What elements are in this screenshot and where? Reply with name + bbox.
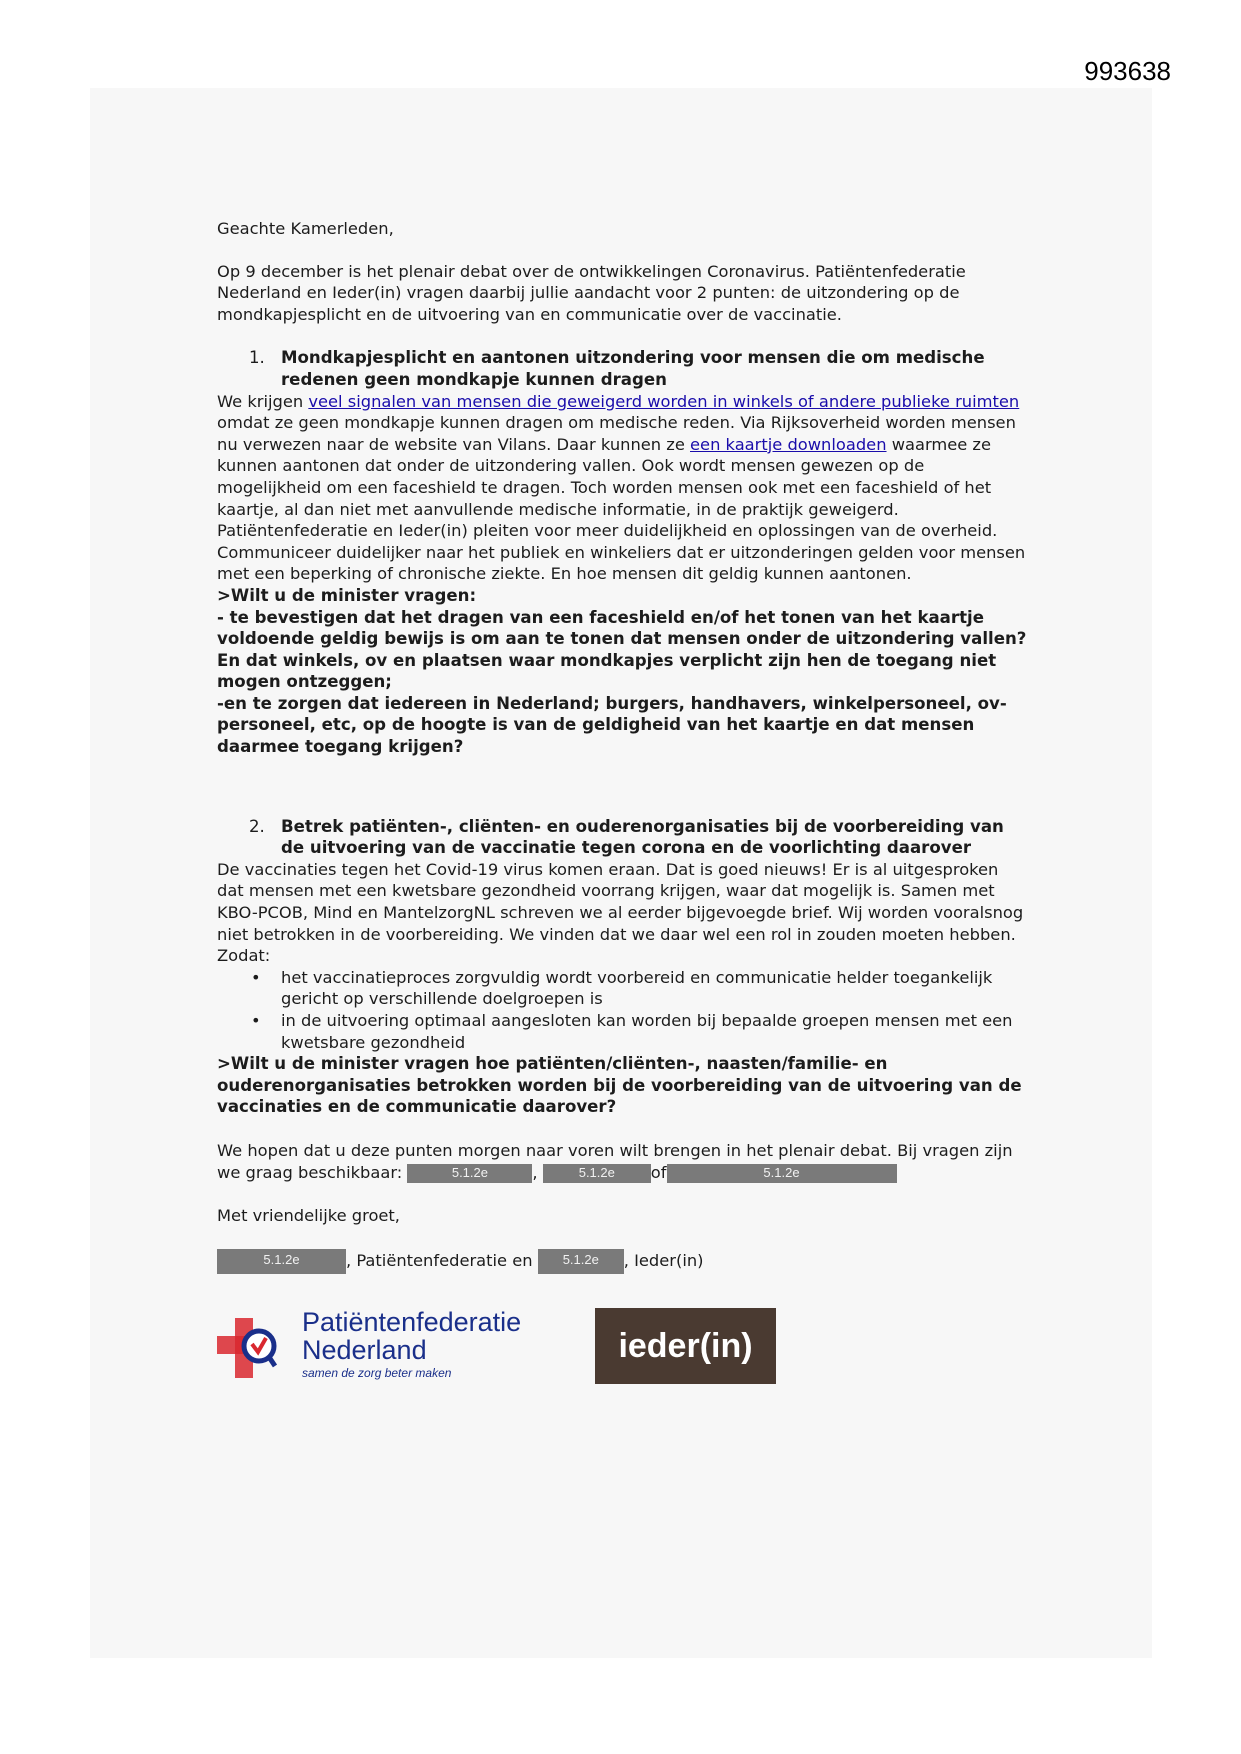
closing-paragraph [217,1140,1027,1183]
section-1-ask-title: >Wilt u de minister vragen: [217,585,477,605]
section-1-ask-1: - te bevestigen dat het dragen van een faceshield en/of het tonen van het kaartje voldoende geldig bewijs is om aan te tonen dat mensen onder de uitzondering vallen? En dat winkels, ov en plaatsen waar mondkapjes verplicht zijn hen de toegang niet mogen ontzeggen; [217,607,1027,692]
redaction-signatory-2: 5.1.2e [538,1249,624,1274]
section-1-ask-2: -en te zorgen dat iedereen in Nederland; burgers, handhavers, winkelpersoneel, ov-personeel, etc, op de hoogte is van de geldigheid van het kaartje en dat mensen daarmee toegang krijgen? [217,693,1007,757]
section-2-heading [217,816,1027,859]
signature-end: , Ieder(in) [623,1250,704,1270]
section-1-text-b: omdat ze geen mondkapje kunnen dragen om medische reden. Via Rijksoverheid worden mensen nu verwezen naar de website van Vilans. Daar kunnen ze [217,413,1016,454]
signature-mid: , Patiëntenfederatie en [346,1250,538,1270]
signals-link[interactable]: veel signalen van mensen die geweigerd worden in winkels of andere publieke ruimten [308,391,1020,411]
redaction-signatory-1: 5.1.2e [217,1249,346,1274]
letter-body [217,218,1027,1274]
section-2-number: 2. [249,816,265,836]
section-2-paragraph: De vaccinaties tegen het Covid-19 virus komen eraan. Dat is goed nieuws! Er is al uitgesproken dat mensen met een kwetsbare gezondheid voorrang krijgen, waar dat mogelijk is. Samen met KBO-PCOB, Mind en MantelzorgNL schreven we al eerder bijgevoegde brief. Wij worden vooralsnog niet betrokken in de voorbereiding. We vinden dat we daar wel een rol in zouden moeten hebben. Zodat: [217,859,1024,966]
iederin-logo: ieder(in) [595,1308,776,1384]
section-1-number: 1. [249,348,265,368]
section-1-paragraph [217,391,1027,521]
patientenfederatie-cross-icon [217,1310,277,1382]
section-2-heading-text: Betrek patiënten-, cliënten- en ouderenorganisaties bij de voorbereiding van de uitvoering van de vaccinatie tegen corona en de voorlichting daarover [281,816,1004,858]
regards: Met vriendelijke groet, [217,1206,400,1226]
section-2-ask: >Wilt u de minister vragen hoe patiënten/cliënten-, naasten/familie- en ouderenorganisaties betrokken worden bij de voorbereiding van de uitvoering van de vaccinaties en de communicatie daarover? [217,1054,1022,1117]
intro-paragraph: Op 9 december is het plenair debat over de ontwikkelingen Coronavirus. Patiëntenfederatie Nederland en Ieder(in) vragen daarbij jullie aandacht voor 2 punten: de uitzondering op de mondkapjesplicht en de uitvoering van en communicatie over de vaccinatie. [217,261,966,324]
document-id: 993638 [1084,56,1171,86]
closing-sep-2: of [650,1162,667,1182]
patientenfederatie-logo [217,1307,537,1386]
section-2-bullets [217,967,1027,1053]
greeting: Geachte Kamerleden, [217,219,394,238]
closing-sep-1: , [532,1162,538,1182]
signature-line [217,1249,1027,1274]
redaction-contact-1: 5.1.2e [407,1164,532,1183]
section-1-text-c: waarmee ze kunnen aantonen dat onder de uitzondering vallen. Ook wordt mensen gewezen op de mogelijkheid om een faceshield te dragen. Toch worden mensen ook met een faceshield of het kaartje, al dan niet met aanvullende medische informatie, in de praktijk geweigerd. [217,434,992,519]
section-1-advocacy: Patiëntenfederatie en Ieder(in) pleiten voor meer duidelijkheid en oplossingen van de overheid. Communiceer duidelijker naar het publiek en winkeliers dat er uitzonderingen gelden voor mensen met een beperking of chronische ziekte. En hoe mensen dit geldig kunnen aantonen. [217,521,1026,584]
section-1-heading-text: Mondkapjesplicht en aantonen uitzondering voor mensen die om medische redenen geen mondkapje kunnen dragen [281,348,985,389]
redaction-contact-2: 5.1.2e [543,1164,651,1183]
redaction-contact-3: 5.1.2e [667,1164,897,1183]
section-1-heading [217,347,1027,390]
list-item: • het vaccinatieproces zorgvuldig wordt voorbereid en communicatie helder toegankelijk gericht op verschillende doelgroepen is [251,967,993,1009]
logos [217,1308,817,1388]
download-card-link[interactable]: een kaartje downloaden [690,434,887,454]
pf-tagline: samen de zorg beter maken [302,1366,452,1380]
list-item: • in de uitvoering optimaal aangesloten kan worden bij bepaalde groepen mensen met een kwetsbare gezondheid [251,1011,1013,1052]
section-1-text-a: We krijgen [217,391,309,411]
pf-title: Patiëntenfederatie Nederland [302,1307,522,1365]
closing-text: We hopen dat u deze punten morgen naar voren wilt brengen in het plenair debat. Bij vragen zijn we graag beschikbaar: [217,1140,1013,1182]
